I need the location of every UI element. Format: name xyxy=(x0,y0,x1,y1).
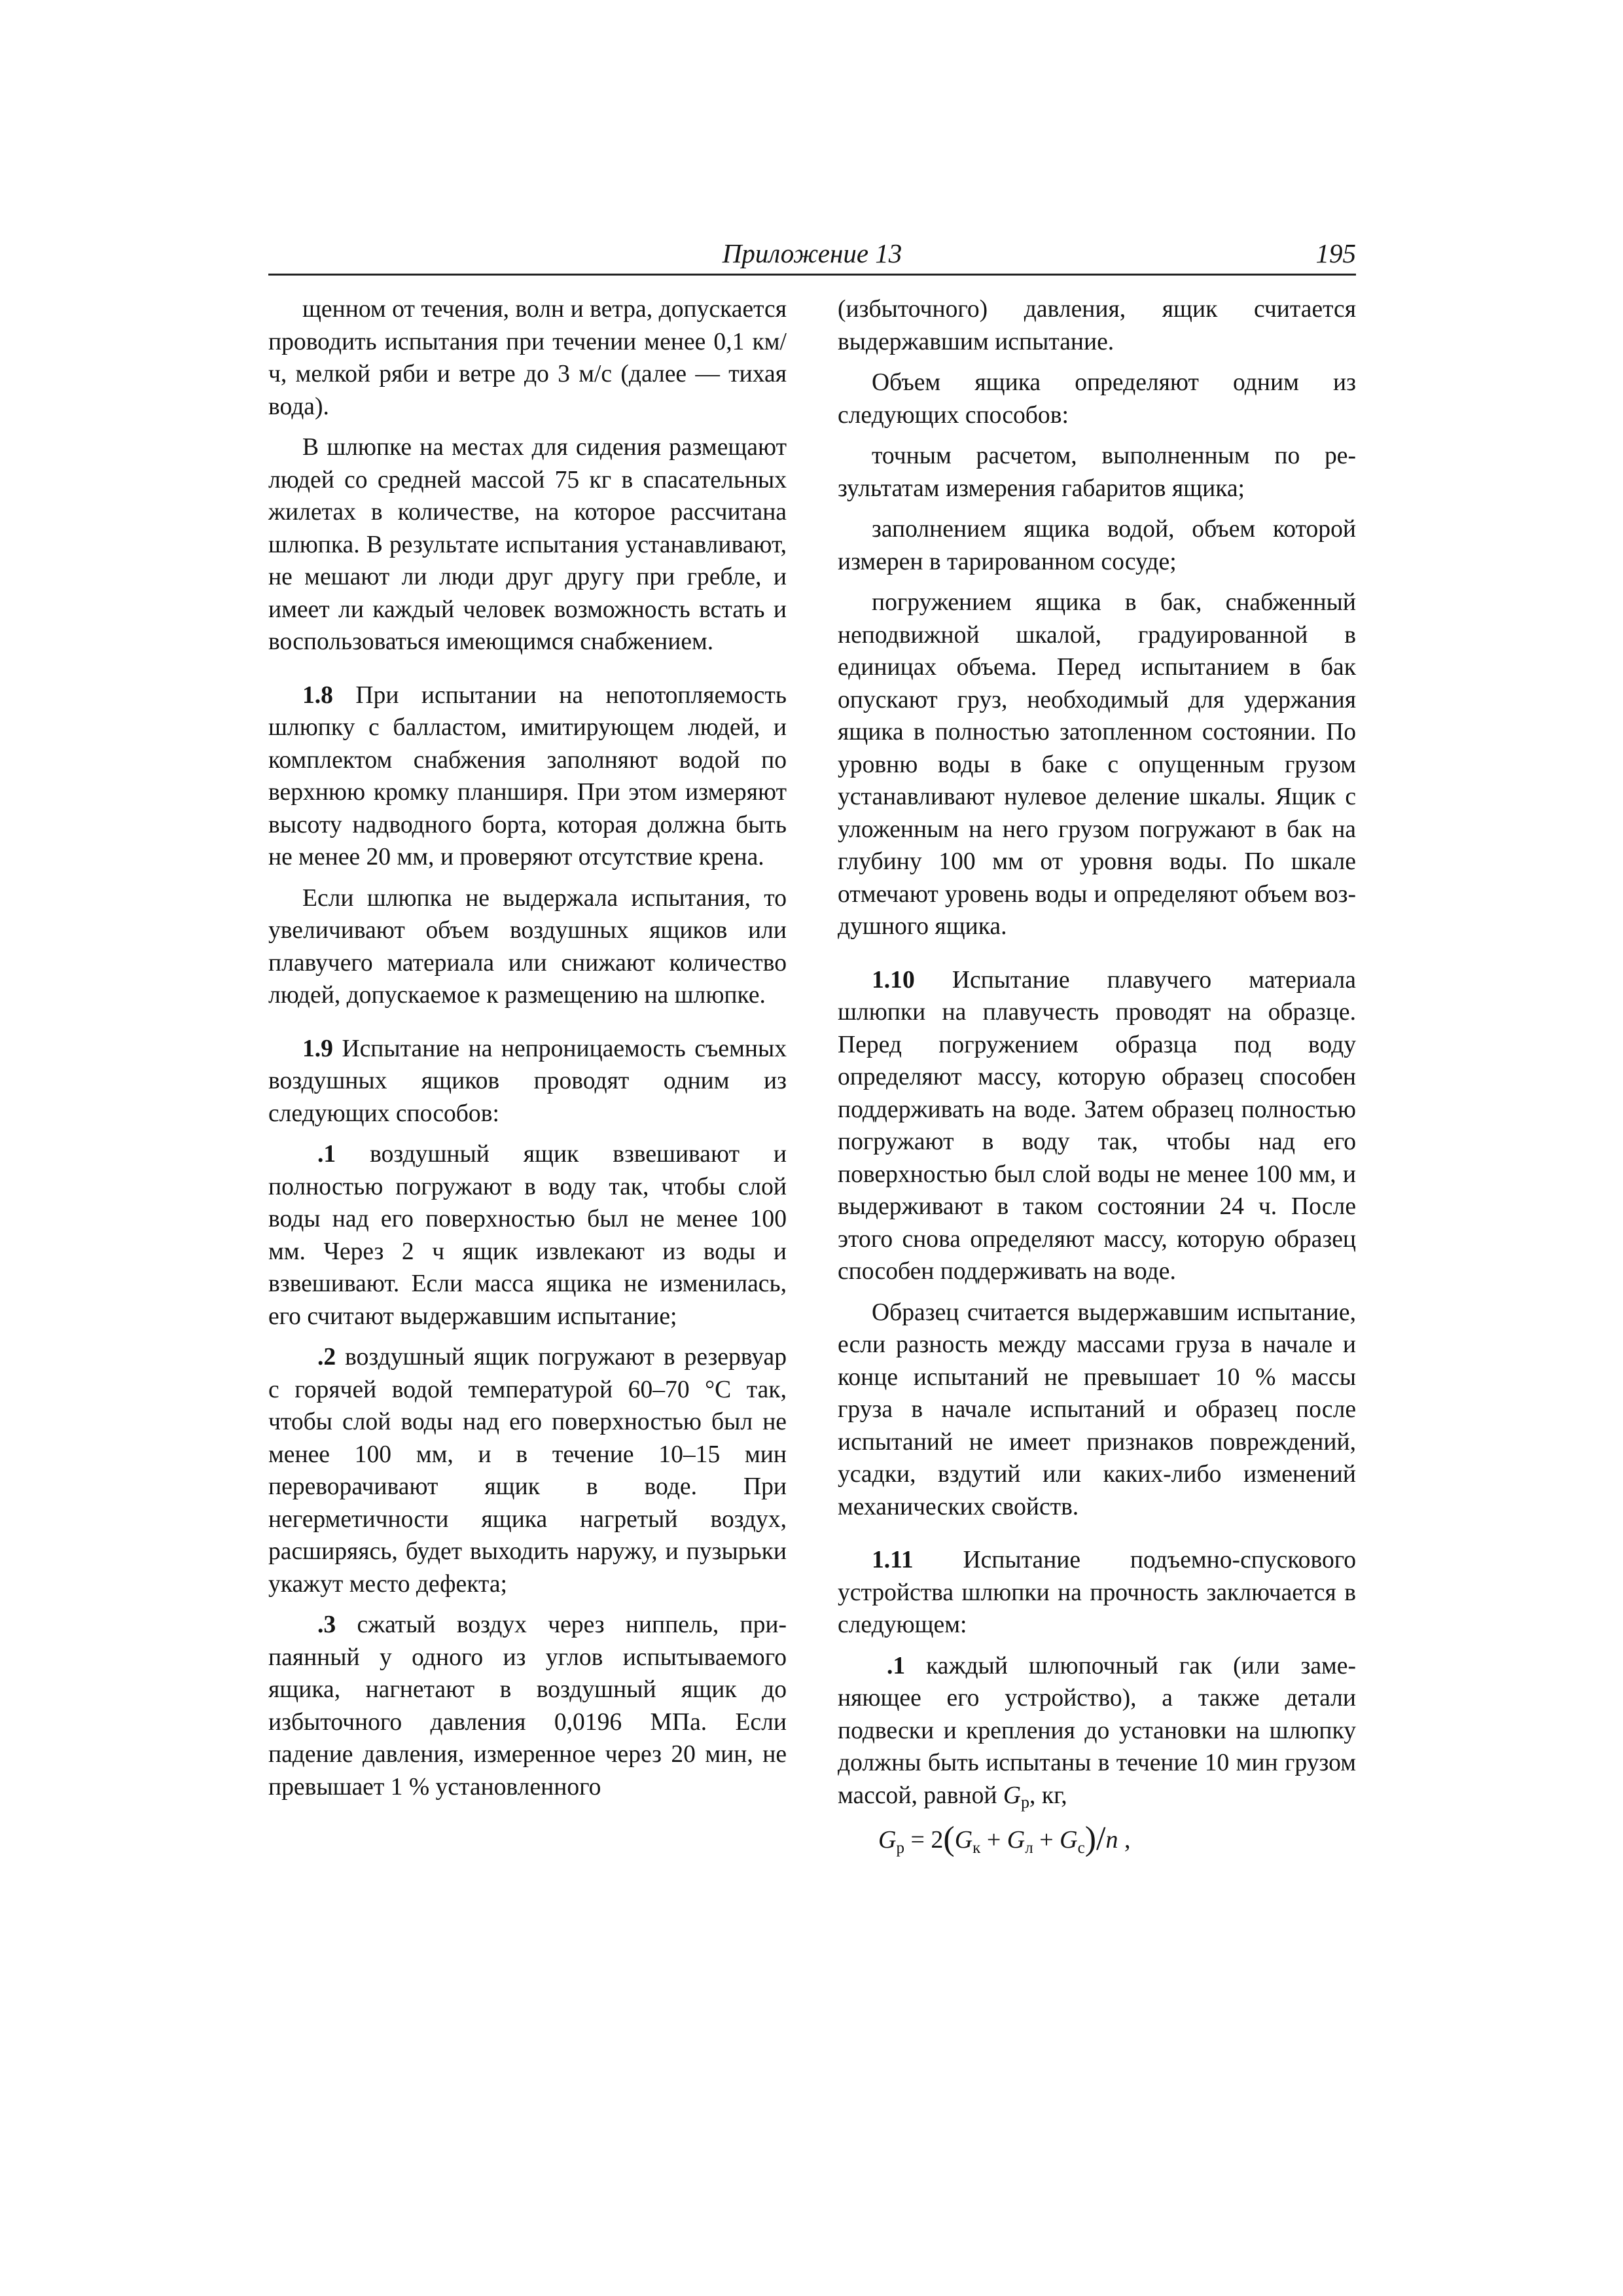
paragraph: (избыточного) давления, ящик считается выдержавшим испытание. xyxy=(838,296,1356,355)
clause-number: 1.11 xyxy=(872,1547,914,1573)
subclause-3: .3 сжатый воздух через ниппель, припаянный у одного из углов испытываемого ящика, нагнетают в воздушный ящик до избыточного давления 0,0196 МПа. Если падение давления, измеренное через 20 мин, не превышает 1 % установленного xyxy=(268,1611,787,1801)
paragraph: В шлюпке на местах для сидения размещают людей со средней массой 75 кг в спасательных жилетах в количестве, на которое рассчитана шлюпка. В результате испытания устанавливают, не мешают ли люди друг другу при гребле, и имеет ли каждый человек возможность встать и воспользоваться имеющимся снабжением. xyxy=(268,434,787,655)
paragraph: Образец считается выдержавшим испытание, если разность между массами груза в начале и конце испытаний не превышает 10 % массы груза в начале испытаний и образец после испытаний не имеет признаков повреждений, усадки, вздутий или каких-либо изменений механических свойств. xyxy=(838,1299,1356,1520)
paragraph: точным расчетом, выполненным по результатам измерения габаритов ящика; xyxy=(838,442,1356,502)
paragraph: погружением ящика в бак, снабженный неподвижной шкалой, градуированной в единицах объема. Перед испытанием в бак опускают груз, необходимый для удержания ящика в полностью затопленном состоянии. По уровню воды в баке с опущенным грузом устанавливают нулевое деление шкалы. Ящик с уложенным на него грузом погружают в бак на глубину 100 мм от уровня воды. По шкале отмечают уровень воды и определяют объем воздушного ящика. xyxy=(838,589,1356,940)
header-title: Приложение 13 xyxy=(722,238,902,268)
clause-1-9: 1.9 Испытание на непроницаемость съемных воздушных ящиков проводят одним из следующих способов: xyxy=(268,1035,787,1127)
clause-1-10: 1.10 Испытание плавучего материала шлюпки на плавучесть проводят на образце. Перед погружением образца под воду определяют массу, которую образец способен поддерживать на воде. Затем образец полностью погружают в воду так, чтобы над его поверхностью был слой воды не менее 100 мм, и выдерживают в таком состоянии 24 ч. После этого снова определяют массу, которую образец способен поддерживать на воде. xyxy=(838,966,1356,1285)
subclause-number: .2 xyxy=(317,1344,336,1371)
clause-1-8: 1.8 При испытании на непотопляемость шлюпку с балластом, имитирующем людей, и комплектом снабжения заполняют водой по верхнюю кромку планширя. При этом измеряют высоту надводного борта, которая должна быть не менее 20 мм, и проверяют отсутствие крена. xyxy=(268,681,787,870)
subclause-number: .1 xyxy=(887,1652,906,1679)
subclause-2: .2 воздушный ящик погружают в резервуар с горячей водой температурой 60–70 °С так, чтобы слой воды над его поверхностью был не менее 100 мм, и в течение 10–15 мин переворачивают ящик в воде. При негерметичности ящика нагретый воздух, расширяясь, будет выходить наружу, и пузырьки укажут место дефекта; xyxy=(268,1344,787,1598)
subclause-number: .3 xyxy=(317,1611,336,1638)
clause-number: 1.8 xyxy=(302,681,333,709)
paragraph: щенном от течения, волн и ветра, допускается проводить испытания при течении менее 0,1 км/ч, мелкой ряби и ветре до 3 м/с (далее — тихая вода). xyxy=(268,296,787,420)
running-header xyxy=(268,236,1356,276)
paragraph: заполнением ящика водой, объем которой измерен в тарированном сосуде; xyxy=(838,516,1356,575)
paragraph: Объем ящика определяют одним из следующих способов: xyxy=(838,369,1356,429)
right-column xyxy=(838,293,1356,1859)
subclause-1: .1 каждый шлюпочный гак (или заменяющее его устройство), а также детали подвески и крепления до установки на шлюпку должны быть испытаны в течение 10 мин грузом массой, равной Gр, кг, xyxy=(838,1652,1356,1812)
subclause-1: .1 воздушный ящик взвешивают и полностью погружают в воду так, чтобы слой воды над его поверхностью был не менее 100 мм. Через 2 ч ящик извлекают из воды и взвешивают. Если масса ящика не изменилась, его считают выдержавшим испытание; xyxy=(268,1141,787,1330)
paragraph: Если шлюпка не выдержала испытания, то увеличивают объем воздушных ящиков или плавучего материала или снижают количество людей, допускаемое к размещению на шлюпке. xyxy=(268,884,787,1009)
left-column xyxy=(268,293,787,1812)
formula: $G_р = 2(G_к + G_л + G_с)/n$ , xyxy=(878,1820,1131,1857)
clause-number: 1.9 xyxy=(302,1035,333,1062)
clause-1-11: 1.11 Испытание подъемно-спускового устройства шлюпки на прочность заключается в следующем: xyxy=(838,1547,1356,1638)
subclause-number: .1 xyxy=(317,1141,336,1168)
page-number: 195 xyxy=(1315,238,1356,268)
clause-number: 1.10 xyxy=(872,966,915,994)
